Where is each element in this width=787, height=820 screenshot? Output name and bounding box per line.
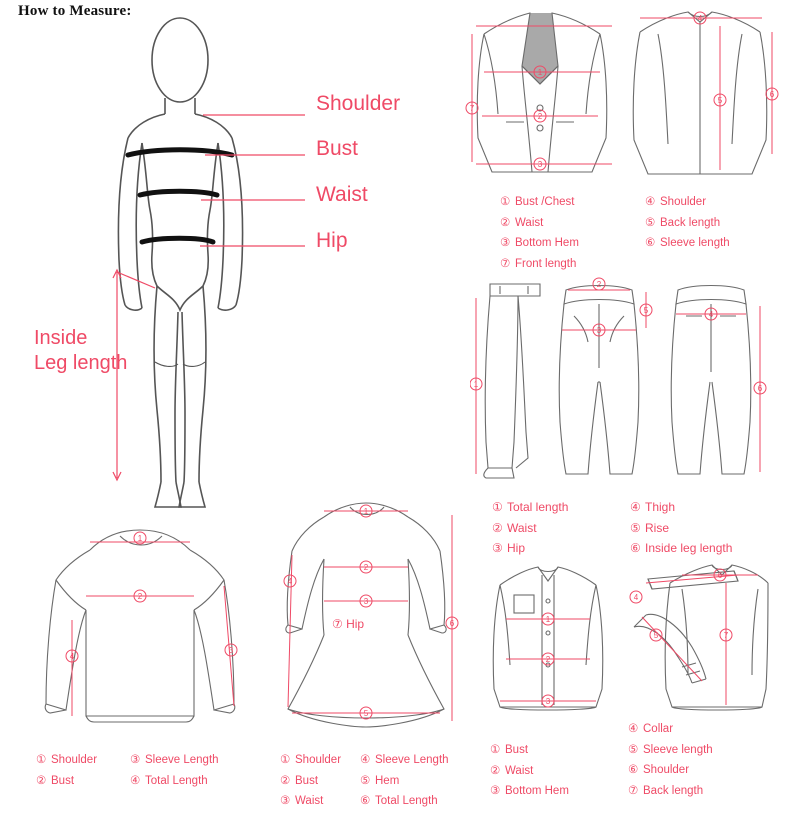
shirt-legend-right-num-1: ④ — [628, 723, 639, 735]
svg-text:3: 3 — [228, 646, 234, 655]
label-inside-leg-length-line1: Inside — [34, 327, 88, 349]
jacket-legend-right-num-3: ⑥ — [645, 237, 656, 249]
dress-legend-left — [280, 750, 341, 812]
jacket-legend-left-label-4: Front length — [515, 257, 577, 270]
top-legend-left-label-1: Shoulder — [51, 754, 98, 766]
jacket-legend-right-label-1: Shoulder — [660, 196, 707, 208]
dress-legend-left-num-1: ① — [280, 754, 291, 766]
trousers-legend-right-num-1: ④ — [630, 500, 641, 514]
top-legend-right-num-2: ④ — [130, 774, 141, 787]
svg-text:7: 7 — [723, 631, 729, 640]
dress-legend-right-label-1: Sleeve Length — [375, 754, 449, 766]
trousers-legend-right-num-2: ⑤ — [630, 520, 641, 535]
dress-legend-right-label-2: Hem — [375, 774, 400, 787]
svg-text:1: 1 — [363, 507, 369, 516]
trousers-legend-right-label-3: Inside leg length — [645, 541, 733, 555]
trousers-legend-left-num-3: ③ — [492, 541, 503, 555]
jacket-legend-right-num-2: ⑤ — [645, 216, 656, 229]
svg-text:3: 3 — [596, 326, 602, 335]
dress-legend-left-label-2: Bust — [295, 774, 319, 787]
label-shoulder: Shoulder — [316, 92, 401, 115]
label-bust: Bust — [316, 137, 359, 160]
shirt-legend-left-num-2: ② — [490, 764, 501, 777]
shirt-legend-right-num-2: ⑤ — [628, 743, 639, 756]
jacket-legend-left-label-1: Bust /Chest — [515, 196, 575, 208]
top-legend-right-num-1: ③ — [130, 754, 141, 766]
jacket-legend-right-num-1: ④ — [645, 196, 656, 208]
shirt-legend-left-label-1: Bust — [505, 744, 529, 756]
top-legend-right — [130, 750, 219, 791]
svg-text:1: 1 — [137, 534, 143, 543]
trousers-legend-left — [492, 497, 568, 559]
jacket-legend-left — [500, 192, 579, 274]
jacket-legend-left-label-3: Bottom Hem — [515, 237, 579, 249]
trousers-legend-right-num-3: ⑥ — [630, 541, 641, 555]
label-inside-leg-length-line2: Leg length — [34, 352, 128, 374]
svg-text:5: 5 — [643, 306, 649, 315]
trousers-legend-left-num-2: ② — [492, 520, 503, 535]
svg-text:1: 1 — [537, 68, 543, 77]
svg-text:3: 3 — [363, 597, 369, 606]
trousers-diagram — [470, 272, 770, 487]
jacket-diagram — [462, 4, 782, 189]
trousers-legend-right — [630, 497, 732, 559]
svg-text:4: 4 — [697, 14, 703, 23]
svg-text:4: 4 — [708, 310, 714, 319]
shirt-legend-left-label-3: Bottom Hem — [505, 785, 569, 797]
dress-legend-right-num-3: ⑥ — [360, 795, 371, 807]
svg-text:6: 6 — [769, 90, 775, 99]
label-hip: Hip — [316, 229, 348, 252]
top-legend-left-label-2: Bust — [51, 774, 75, 787]
top-legend-right-label-1: Sleeve Length — [145, 754, 219, 766]
jacket-legend-left-num-1: ① — [500, 196, 511, 208]
shirt-legend-left — [490, 740, 569, 802]
jacket-legend-right-label-2: Back length — [660, 216, 721, 229]
jacket-legend-left-num-3: ③ — [500, 237, 511, 249]
trousers-legend-left-label-2: Waist — [507, 520, 537, 535]
jacket-legend-right-label-3: Sleeve length — [660, 237, 730, 249]
dress-legend-left-num-2: ② — [280, 774, 291, 787]
svg-text:4: 4 — [633, 593, 639, 602]
shirt-legend-right-label-2: Sleeve length — [643, 743, 713, 756]
mannequin-figure — [95, 10, 345, 530]
svg-text:2: 2 — [137, 592, 143, 601]
shirt-legend-left-num-1: ① — [490, 744, 501, 756]
svg-text:5: 5 — [717, 96, 723, 105]
svg-text:1: 1 — [473, 380, 479, 389]
dress-legend-right — [360, 750, 449, 812]
top-legend-left-num-2: ② — [36, 774, 47, 787]
jacket-legend-left-num-4: ⑦ — [500, 257, 511, 270]
svg-text:5: 5 — [653, 631, 659, 640]
trousers-legend-left-label-1: Total length — [507, 500, 569, 514]
jacket-legend-left-label-2: Waist — [515, 216, 544, 229]
shirt-legend-right — [628, 719, 713, 801]
dress-hip-label: ⑦ Hip — [332, 617, 365, 631]
svg-text:3: 3 — [537, 160, 543, 169]
dress-legend-left-num-3: ③ — [280, 795, 291, 807]
svg-text:2: 2 — [545, 655, 551, 664]
top-legend-right-label-2: Total Length — [145, 774, 208, 787]
top-legend-left-num-1: ① — [36, 754, 47, 766]
shirt-legend-left-num-3: ③ — [490, 785, 501, 797]
svg-text:1: 1 — [545, 615, 551, 624]
trousers-legend-right-label-2: Rise — [645, 520, 670, 535]
dress-legend-right-num-1: ④ — [360, 754, 371, 766]
jacket-legend-left-num-2: ② — [500, 216, 511, 229]
svg-text:2: 2 — [596, 280, 602, 289]
svg-text:3: 3 — [545, 697, 551, 706]
svg-text:2: 2 — [363, 563, 369, 572]
shirt-legend-right-label-4: Back length — [643, 784, 704, 797]
svg-text:6: 6 — [757, 384, 763, 393]
trousers-legend-right-label-1: Thigh — [645, 500, 676, 514]
shirt-legend-right-label-3: Shoulder — [643, 764, 690, 776]
dress-legend-right-num-2: ⑤ — [360, 774, 371, 787]
svg-text:7: 7 — [469, 104, 475, 113]
shirt-legend-left-label-2: Waist — [505, 764, 534, 777]
top-blouse-diagram — [28, 510, 268, 740]
svg-text:6: 6 — [449, 619, 455, 628]
shirt-diagram — [470, 555, 770, 735]
svg-text:2: 2 — [537, 112, 543, 121]
trousers-legend-left-num-1: ① — [492, 500, 503, 514]
svg-text:4: 4 — [287, 577, 293, 586]
trousers-legend-left-label-3: Hip — [507, 541, 526, 555]
dress-legend-left-label-1: Shoulder — [295, 754, 342, 766]
jacket-legend-right — [645, 192, 730, 254]
dress-legend-right-label-3: Total Length — [375, 795, 438, 807]
svg-text:4: 4 — [69, 652, 75, 661]
page-title: How to Measure: — [18, 3, 132, 19]
shirt-legend-right-label-1: Collar — [643, 723, 674, 735]
svg-text:5: 5 — [363, 709, 369, 718]
dress-legend-left-label-3: Waist — [295, 795, 324, 807]
label-waist: Waist — [316, 183, 368, 206]
shirt-legend-right-num-4: ⑦ — [628, 784, 639, 797]
svg-text:6: 6 — [717, 571, 723, 580]
top-legend-left — [36, 750, 97, 791]
shirt-legend-right-num-3: ⑥ — [628, 764, 639, 776]
